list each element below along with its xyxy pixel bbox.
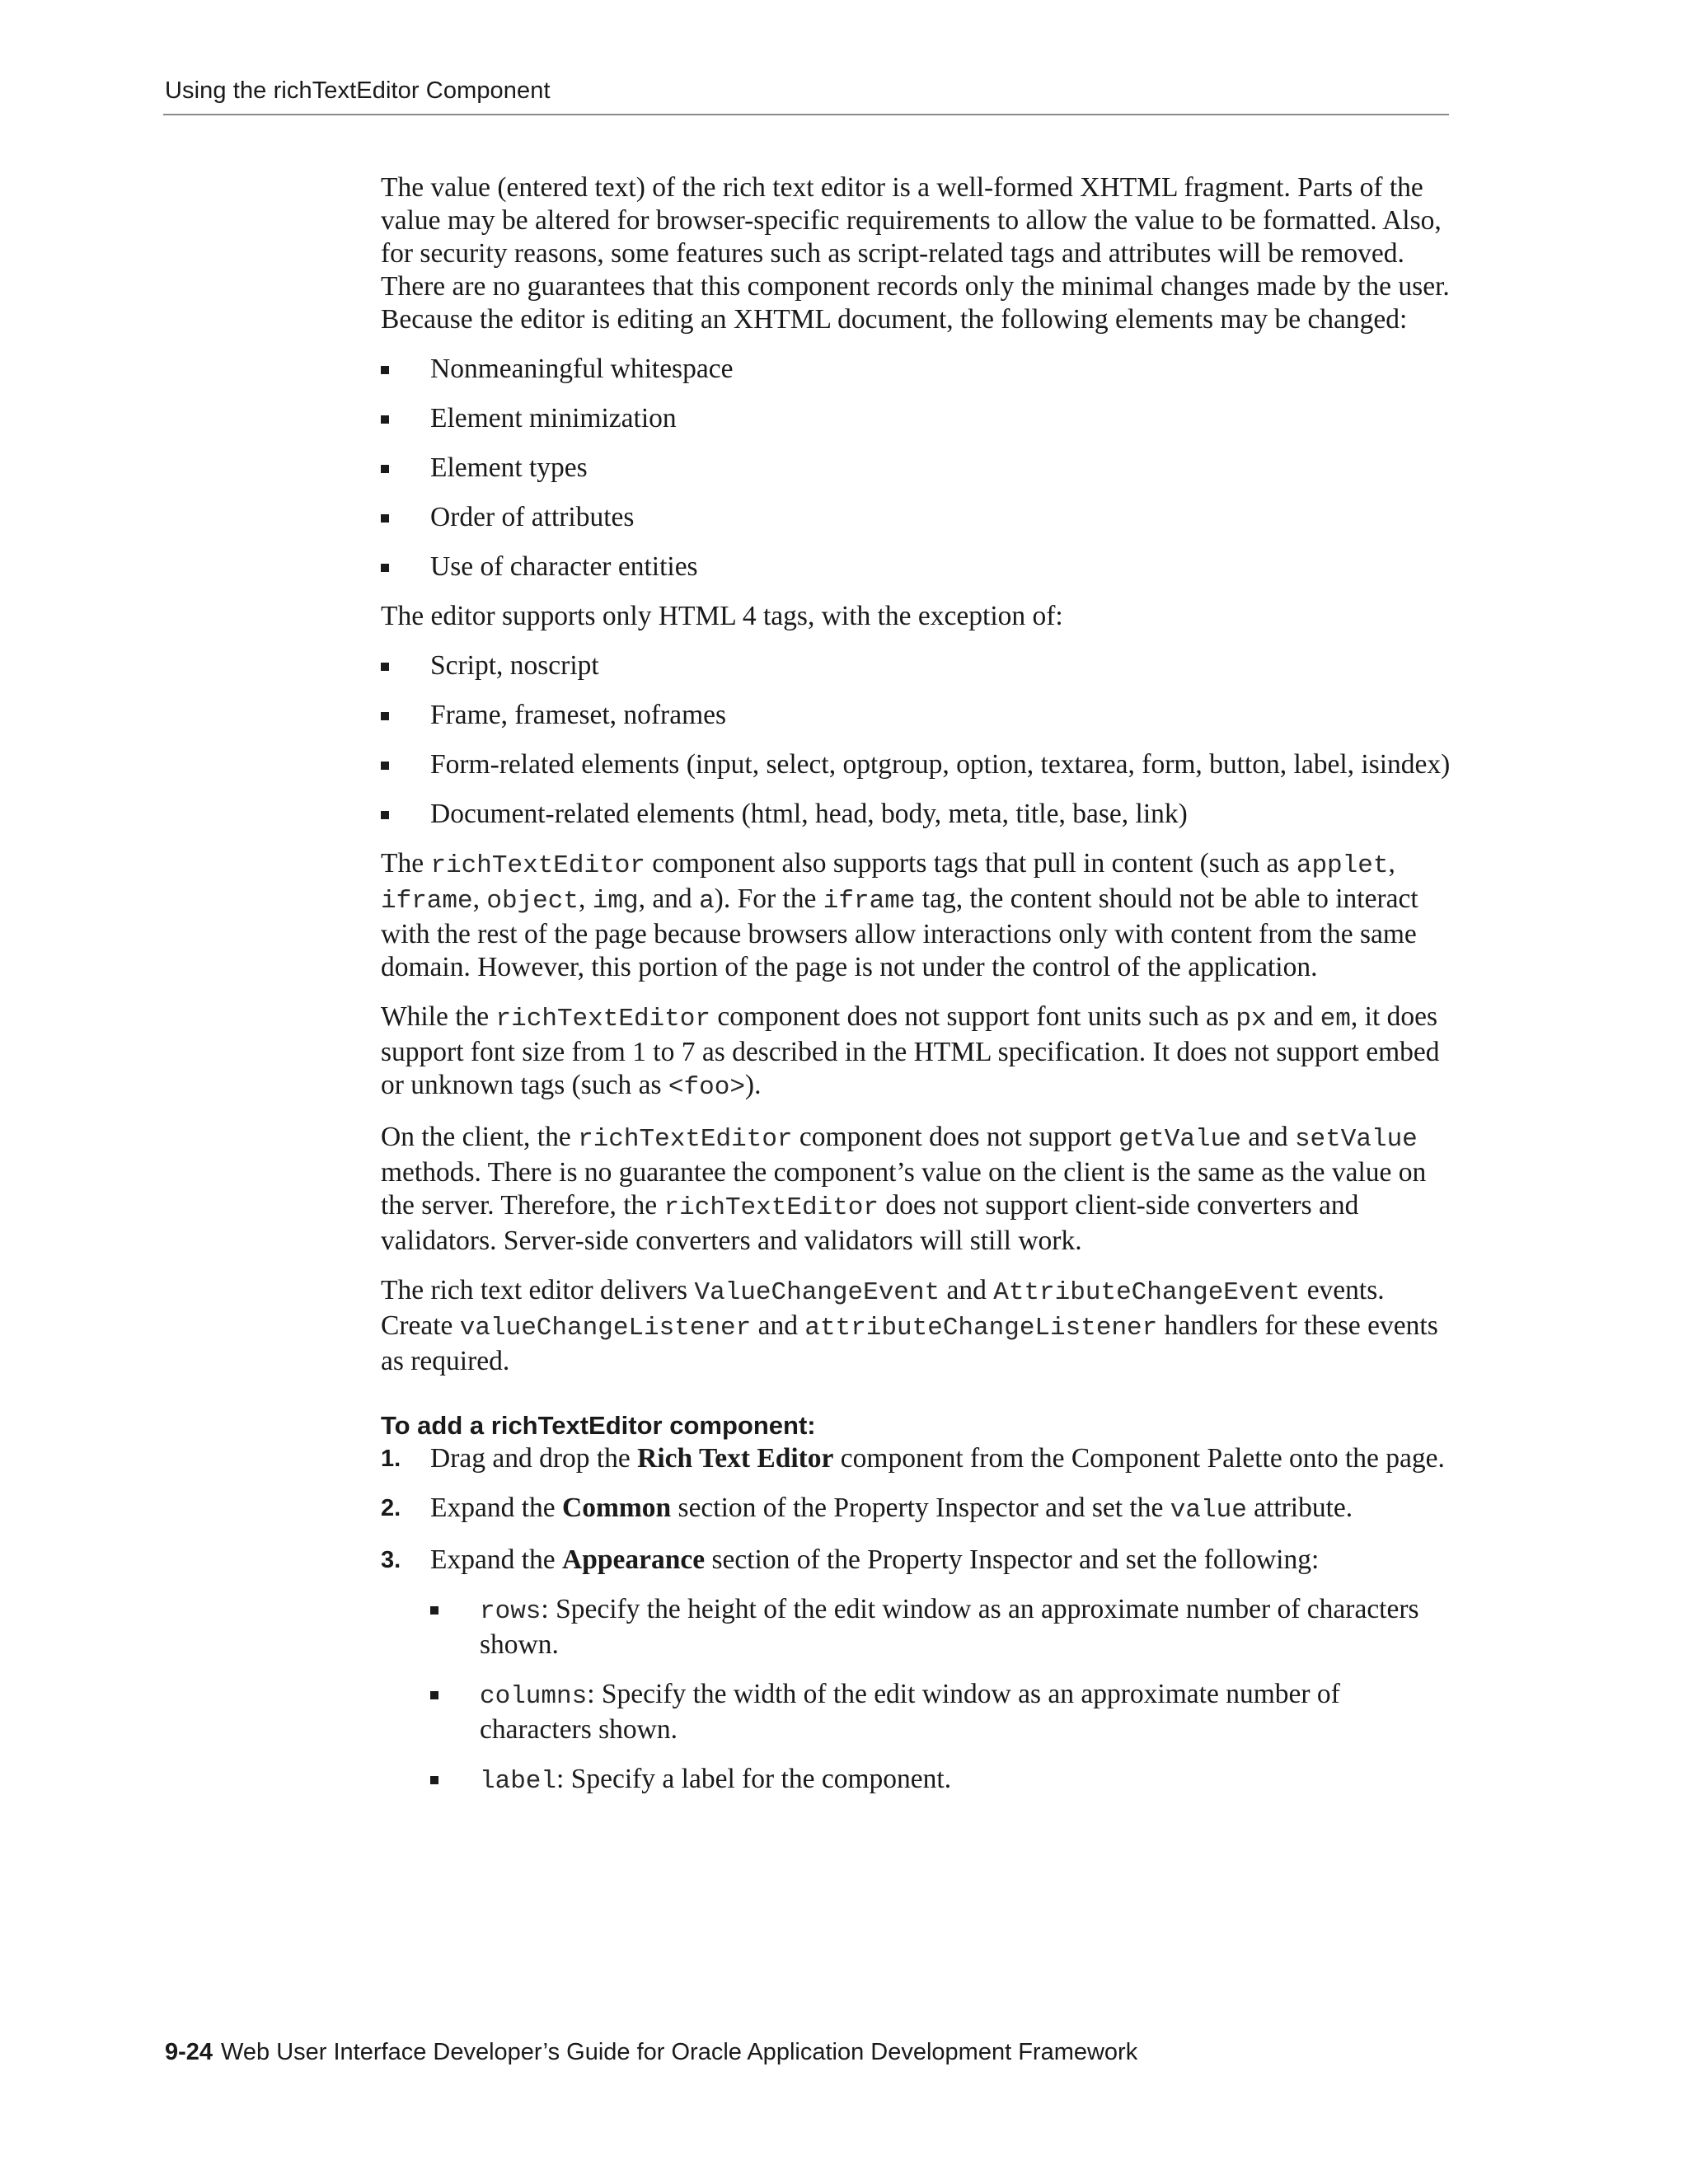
procedure-step-3: 3. Expand the Appearance section of the Property Inspector and set the following: rows: Specify the height of the edit window as an approximate number of characters shown. columns: Specify the width of the edit window as an approximate number of characters shown. label: Specify a label for the component. — [381, 1544, 1452, 1798]
book-title: Web User Interface Developer’s Guide for Oracle Application Development Framework — [221, 2039, 1138, 2065]
bullet-icon — [381, 514, 389, 523]
procedure-step-2: 2. Expand the Common section of the Property Inspector and set the value attribute. — [381, 1493, 1353, 1525]
bullet-icon — [381, 465, 389, 473]
list-item: Nonmeaningful whitespace — [381, 353, 1452, 386]
bullet-icon — [381, 415, 389, 424]
bullet-icon — [381, 762, 389, 770]
list-item: label: Specify a label for the component. — [430, 1763, 1452, 1798]
bullet-icon — [430, 1606, 438, 1615]
exceptions-list — [381, 649, 1452, 831]
list-item: Element types — [381, 452, 1452, 485]
bullet-icon — [381, 712, 389, 720]
list-item: Use of character entities — [381, 551, 1452, 583]
content-tags-paragraph: The richTextEditor component also supports tags that pull in content (such as applet, iframe, object, img, and a). For the iframe tag, the content should not be able to interact with the rest of the page because browsers allow interactions only with content from the same domain. However, this portion of the page is not under the control of the application. — [381, 848, 1418, 982]
bullet-icon — [381, 564, 389, 572]
list-item: Document-related elements (html, head, body, meta, title, base, link) — [381, 798, 1452, 831]
bullet-icon — [430, 1691, 438, 1699]
list-item: Script, noscript — [381, 649, 1452, 682]
list-item: rows: Specify the height of the edit window as an approximate number of characters shown. — [430, 1593, 1452, 1661]
bullet-icon — [381, 811, 389, 819]
running-footer — [165, 2039, 1137, 2066]
body-content — [381, 171, 1452, 1815]
procedure-step-1: 1. Drag and drop the Rich Text Editor component from the Component Palette onto the page. — [381, 1443, 1445, 1474]
changed-elements-list — [381, 353, 1452, 583]
list-item: Frame, frameset, noframes — [381, 699, 1452, 732]
html4-paragraph: The editor supports only HTML 4 tags, with the exception of: — [381, 601, 1063, 631]
step-number: 2. — [381, 1495, 401, 1521]
header-rule — [163, 114, 1449, 115]
list-item: Element minimization — [381, 402, 1452, 435]
list-item: Order of attributes — [381, 501, 1452, 534]
client-side-paragraph: On the client, the richTextEditor component does not support getValue and setValue methods. There is no guarantee the component’s value on the client is the same as the value on the server. Therefore, the richTextEditor does not support client-side converters and validators. Server-side converters and validators will still work. — [381, 1122, 1427, 1256]
step-number: 3. — [381, 1547, 401, 1573]
bullet-icon — [381, 663, 389, 671]
bullet-icon — [430, 1776, 438, 1784]
page-number: 9-24 — [165, 2039, 213, 2065]
step-number: 1. — [381, 1446, 401, 1472]
list-item: Form-related elements (input, select, optgroup, option, textarea, form, button, label, isindex) — [381, 748, 1452, 781]
procedure-steps — [381, 1442, 1452, 1798]
list-item: columns: Specify the width of the edit window as an approximate number of characters shown. — [430, 1678, 1452, 1746]
running-header: Using the richTextEditor Component — [165, 77, 551, 104]
procedure-title: To add a richTextEditor component: — [381, 1411, 816, 1440]
appearance-attributes-list — [430, 1593, 1452, 1798]
bullet-icon — [381, 366, 389, 374]
font-units-paragraph: While the richTextEditor component does not support font units such as px and em, it does support font size from 1 to 7 as described in the HTML specification. It does not support embed or unknown tags (such as <foo>). — [381, 1001, 1440, 1102]
intro-paragraph: The value (entered text) of the rich text editor is a well-formed XHTML fragment. Parts of the value may be altered for browser-specific requirements to allow the value to be formatted. Also, for security reasons, some features such as script-related tags and attributes will be removed. There are no guarantees that this component records only the minimal changes made by the user. Because the editor is editing an XHTML document, the following elements may be changed: — [381, 172, 1450, 335]
events-paragraph: The rich text editor delivers ValueChangeEvent and AttributeChangeEvent events. Create valueChangeListener and attributeChangeListener handlers for these events as required. — [381, 1275, 1438, 1376]
